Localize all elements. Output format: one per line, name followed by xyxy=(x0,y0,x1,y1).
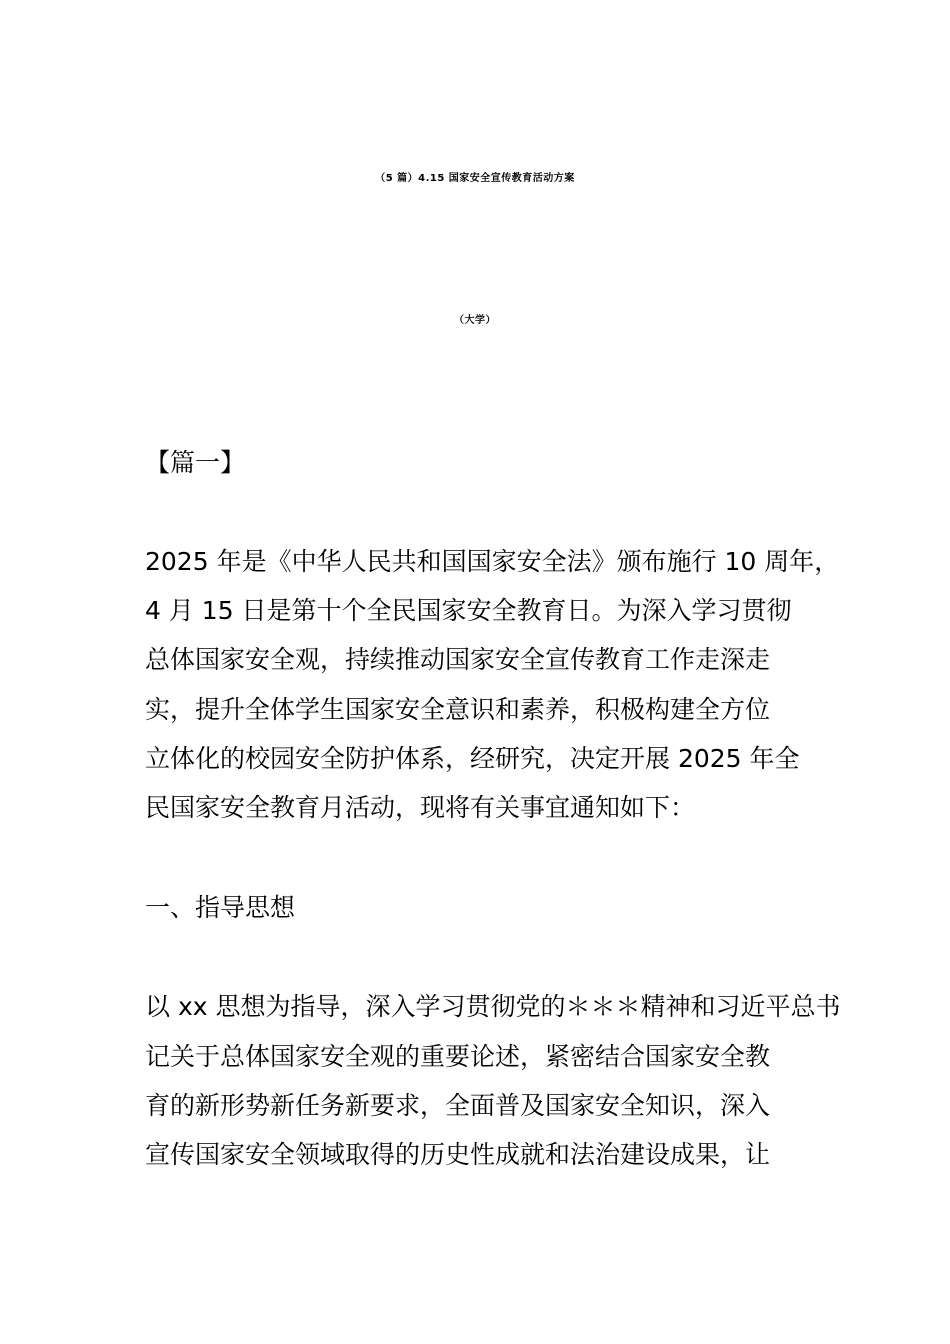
intro-line: 实，提升全体学生国家安全意识和素养，积极构建全方位 xyxy=(145,695,771,724)
section-heading-guiding-thought: 一、指导思想 xyxy=(145,893,296,922)
guide-line: 记关于总体国家安全观的重要论述，紧密结合国家安全教 xyxy=(145,1042,771,1071)
intro-line: 4 月 15 日是第十个全民国家安全教育日。为深入学习贯彻 xyxy=(145,596,792,625)
guide-line: 宣传国家安全领域取得的历史性成就和法治建设成果，让 xyxy=(145,1140,771,1169)
intro-line: 2025 年是《中华人民共和国国家安全法》颁布施行 10 周年， xyxy=(145,547,840,576)
document-title-line-1: （5 篇）4.15 国家安全宣传教育活动方案 xyxy=(375,173,575,184)
guide-line: 以 xx 思想为指导，深入学习贯彻党的＊＊＊精神和习近平总书 xyxy=(145,992,841,1021)
guide-line: 育的新形势新任务新要求，全面普及国家安全知识，深入 xyxy=(145,1091,771,1120)
intro-line: 总体国家安全观，持续推动国家安全宣传教育工作走深走 xyxy=(145,645,771,674)
intro-line: 立体化的校园安全防护体系，经研究，决定开展 2025 年全 xyxy=(145,744,800,773)
intro-line: 民国家安全教育月活动，现将有关事宜通知如下： xyxy=(145,793,696,822)
section-marker: 【篇一】 xyxy=(145,448,246,477)
document-title-line-2: （大学） xyxy=(454,315,496,326)
